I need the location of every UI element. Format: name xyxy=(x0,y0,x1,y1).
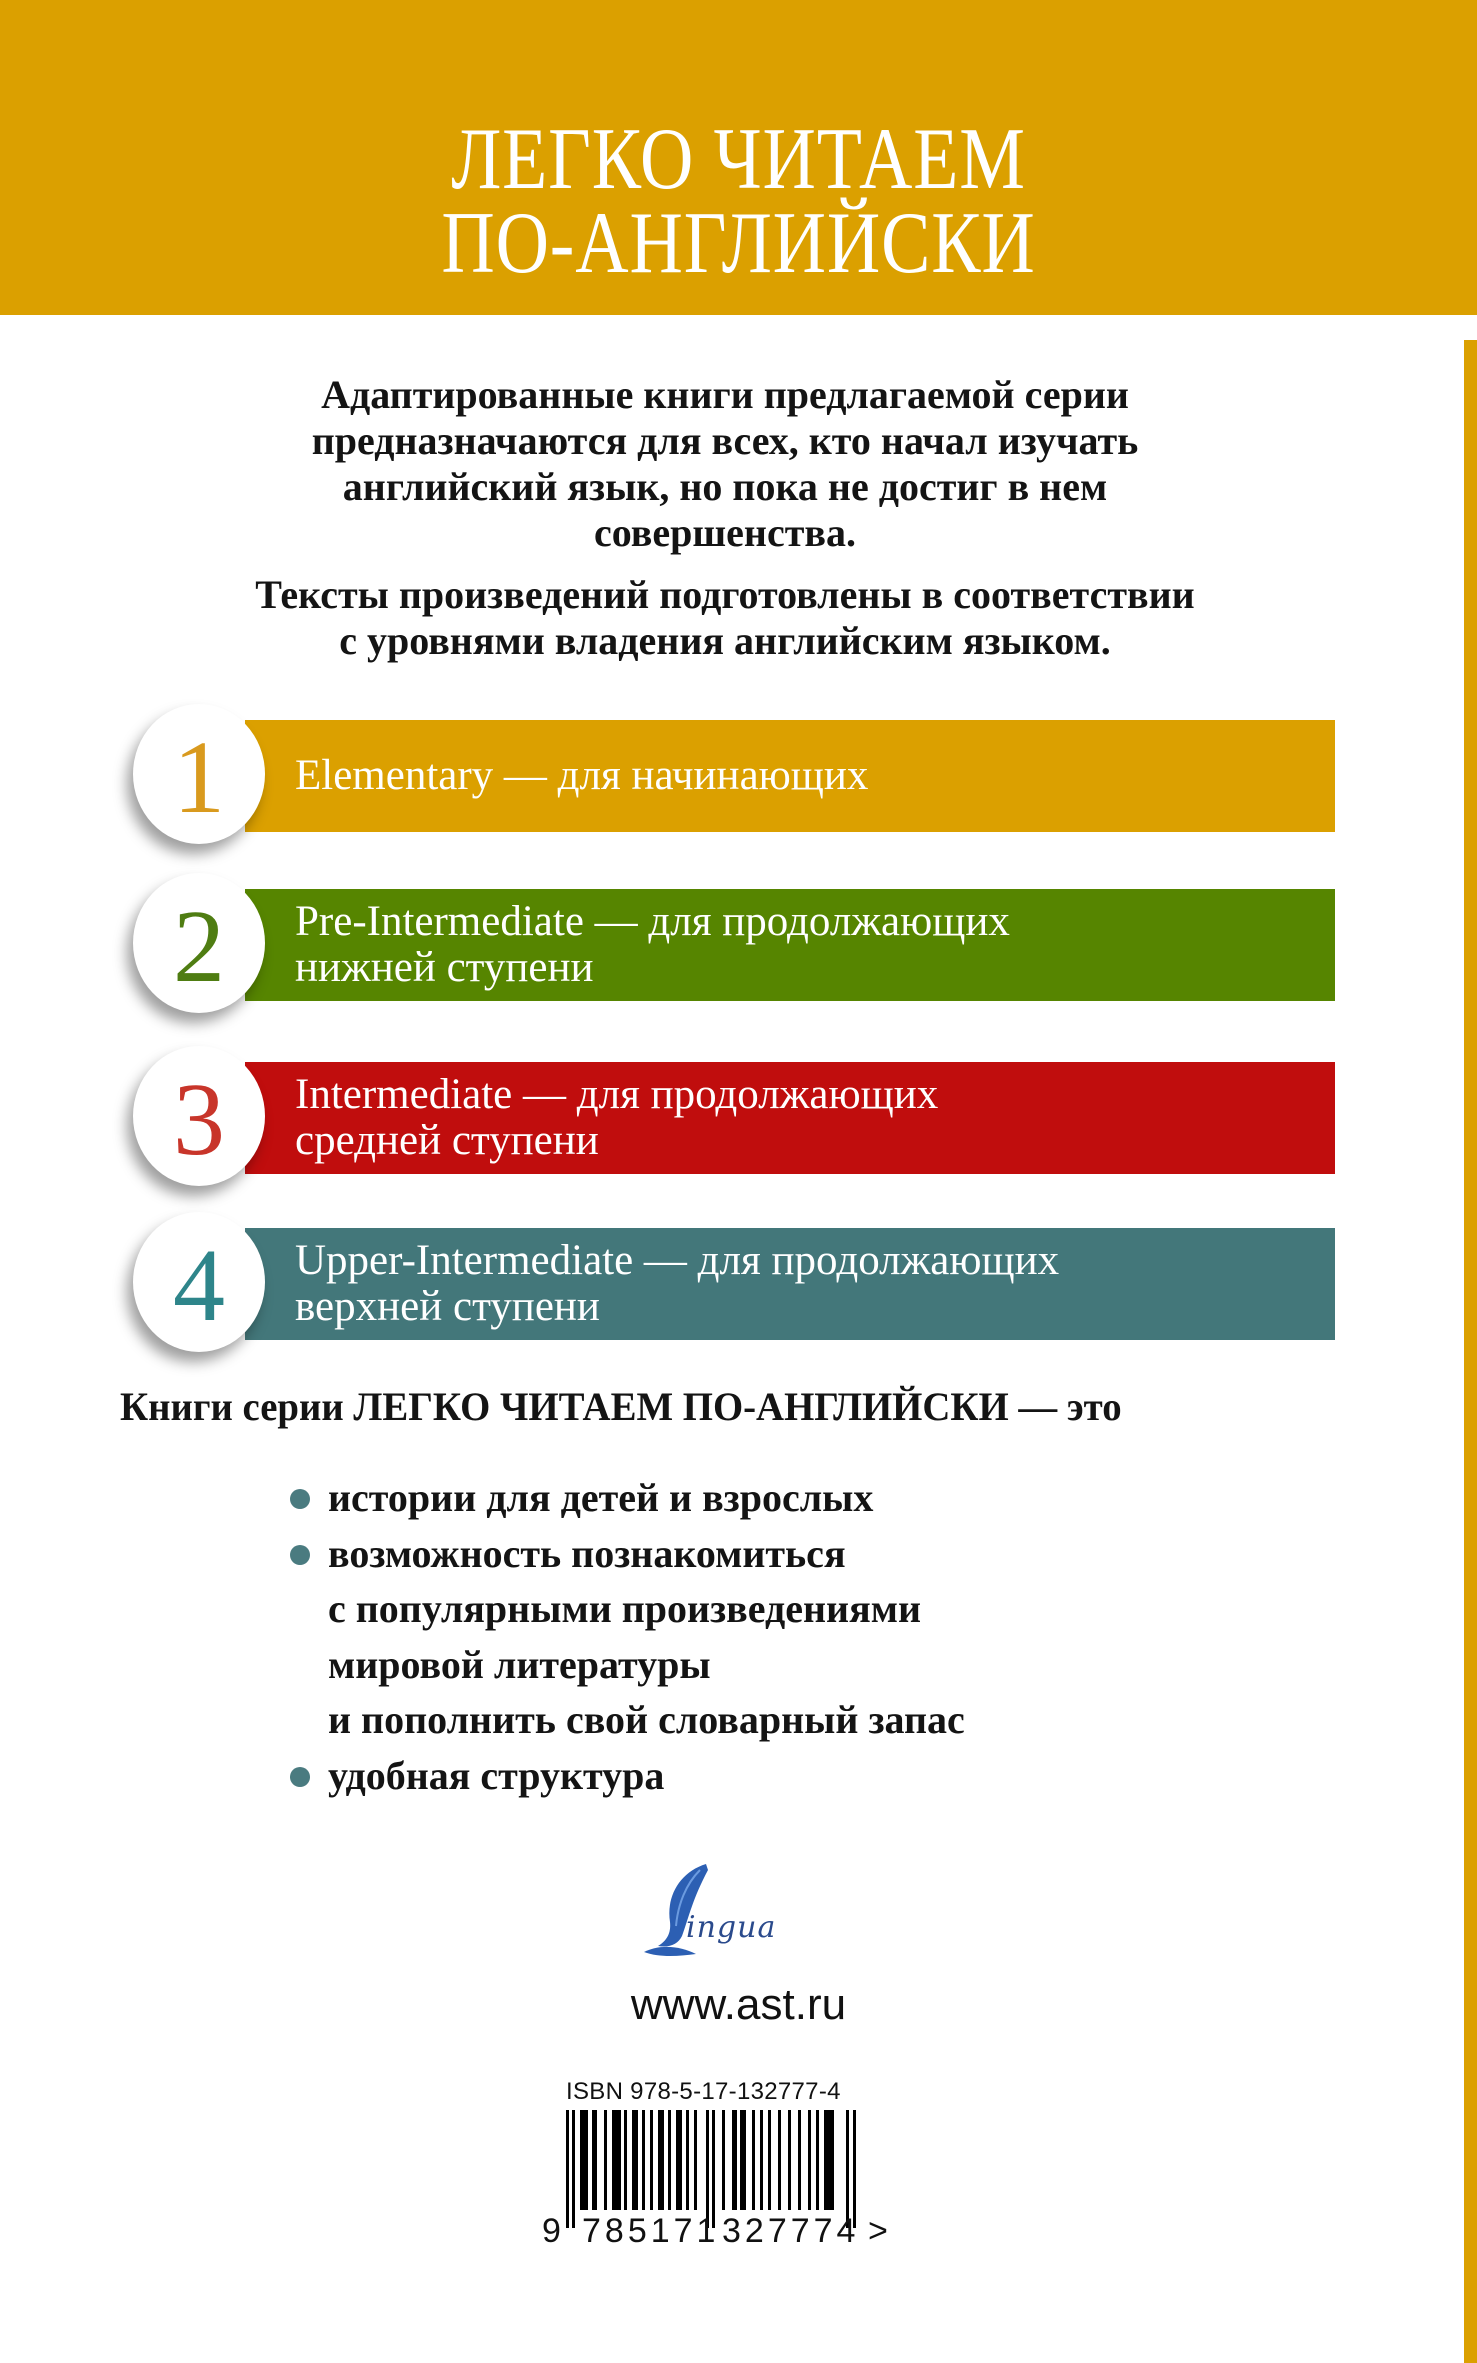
level-item-upper-intermediate xyxy=(0,1228,1340,1343)
publisher-website-link[interactable]: www.ast.ru xyxy=(630,1980,847,2029)
barcode-right-digits: 327774 xyxy=(722,2212,860,2250)
level-bar xyxy=(245,1062,1335,1174)
level-label-line-1: Pre-Intermediate — для продолжающих xyxy=(295,898,1010,945)
list-item-line: истории для детей и взрослых xyxy=(328,1475,874,1520)
level-label xyxy=(295,1062,1325,1174)
lingua-logo-text: ingua xyxy=(686,1910,777,1945)
barcode-left-digits: 785171 xyxy=(582,2212,720,2250)
level-number: 2 xyxy=(173,889,225,1004)
list-item-line: и пополнить свой словарный запас xyxy=(328,1697,965,1742)
level-number-badge xyxy=(133,873,265,1013)
level-item-pre-intermediate xyxy=(0,889,1340,1004)
bullet-dot-icon xyxy=(290,1489,310,1509)
list-item-line: мировой литературы xyxy=(328,1641,711,1687)
lingua-logo xyxy=(640,1860,800,1960)
list-item xyxy=(286,1526,1186,1748)
barcode-lead-digit: 9 xyxy=(542,2212,561,2250)
bullet-dot-icon xyxy=(290,1767,310,1787)
list-item xyxy=(286,1748,1186,1804)
level-number-badge xyxy=(133,704,265,844)
level-label-line-1: Intermediate — для продолжающих xyxy=(295,1071,939,1118)
level-number-badge xyxy=(133,1046,265,1186)
level-item-intermediate xyxy=(0,1062,1340,1177)
level-number: 3 xyxy=(173,1062,225,1177)
level-label-line-1: Upper-Intermediate — для продолжающих xyxy=(295,1237,1060,1284)
level-bar xyxy=(245,720,1335,832)
level-number-badge xyxy=(133,1212,265,1352)
spine-edge-stripe xyxy=(1464,340,1477,2363)
level-number: 4 xyxy=(173,1228,225,1343)
level-label-line-2: средней ступени xyxy=(295,1117,599,1164)
intro-paragraph-2 xyxy=(150,572,1300,664)
list-item-line: возможность познакомиться xyxy=(328,1530,846,1576)
isbn-label: ISBN 978-5-17-132777-4 xyxy=(566,2078,841,2105)
list-item-line: с популярными произведениями xyxy=(328,1586,922,1631)
level-number: 1 xyxy=(173,720,225,835)
list-item-line: удобная структура xyxy=(328,1752,665,1798)
level-label-line-2: верхней ступени xyxy=(295,1283,600,1330)
level-bar xyxy=(245,1228,1335,1340)
series-description-heading: Книги серии ЛЕГКО ЧИТАЕМ ПО-АНГЛИЙСКИ — это xyxy=(120,1384,1122,1429)
features-list xyxy=(286,1470,1186,1803)
series-title xyxy=(118,111,1359,292)
level-label-line-1: Elementary — для начинающих xyxy=(295,752,869,799)
header-band xyxy=(0,0,1477,315)
intro-line: английский язык, но пока не достиг в нем xyxy=(342,464,1108,509)
intro-line: предназначаются для всех, кто начал изучать xyxy=(311,418,1139,463)
list-item xyxy=(286,1470,1186,1526)
series-title-line-2: ПО-АНГЛИЙСКИ xyxy=(441,195,1036,292)
level-label-line-2: нижней ступени xyxy=(295,944,594,991)
intro-line: с уровнями владения английским языком. xyxy=(339,618,1111,663)
level-label xyxy=(295,889,1325,1001)
intro-line: совершенства. xyxy=(594,510,856,555)
series-title-line-1: ЛЕГКО ЧИТАЕМ xyxy=(451,111,1026,208)
level-item-elementary xyxy=(0,720,1340,835)
level-label xyxy=(295,1228,1325,1340)
intro-line: Тексты произведений подготовлены в соответствии xyxy=(255,572,1195,617)
level-label xyxy=(295,720,1325,832)
level-bar xyxy=(245,889,1335,1001)
intro-paragraph-1 xyxy=(150,372,1300,556)
barcode-quiet-zone-marker: > xyxy=(868,2212,888,2250)
intro-line: Адаптированные книги предлагаемой серии xyxy=(321,372,1129,417)
bullet-dot-icon xyxy=(290,1545,310,1565)
